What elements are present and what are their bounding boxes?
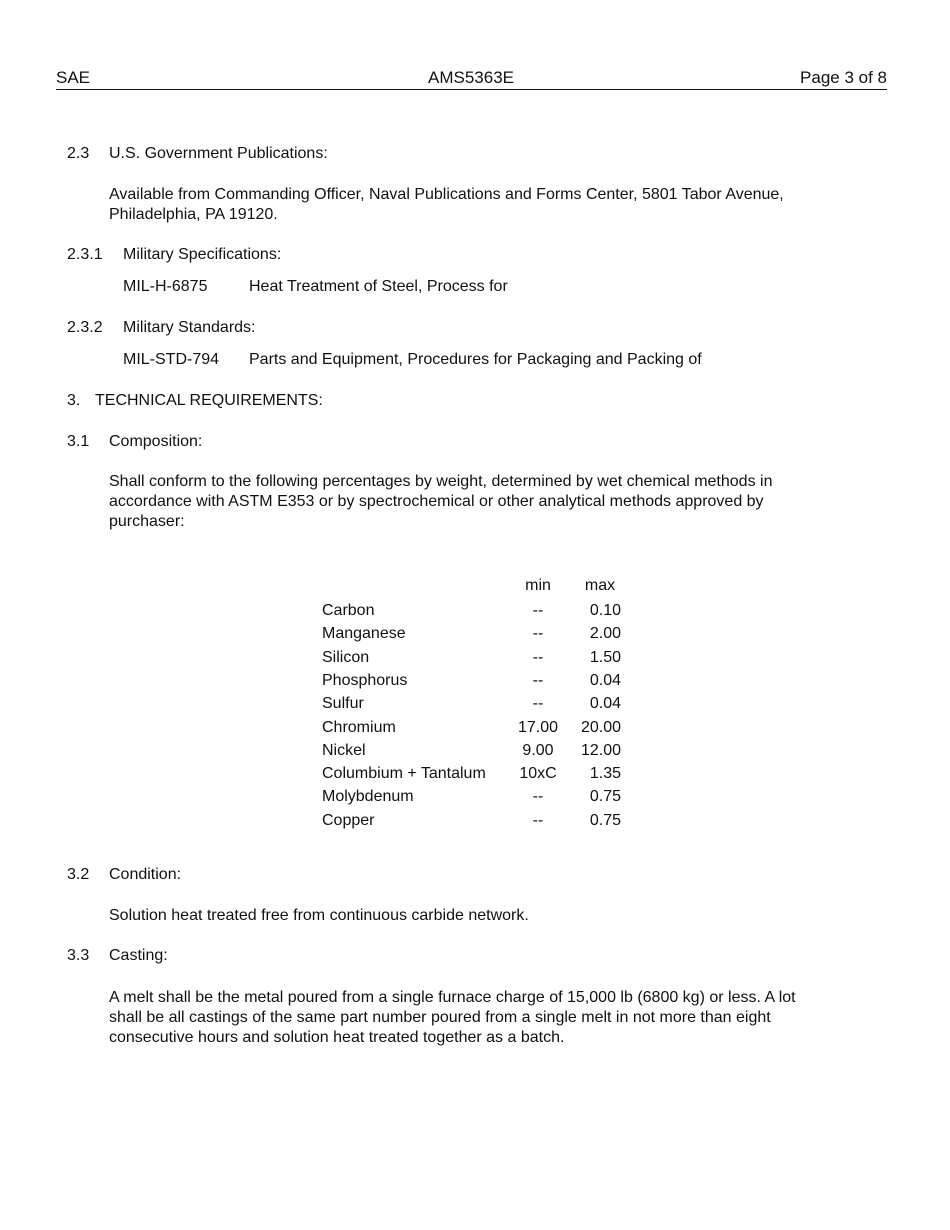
section-3-1-body-line: accordance with ASTM E353 or by spectrochemical or other analytical methods approved by — [109, 493, 764, 510]
section-3-2-body: Solution heat treated free from continuous carbide network. — [109, 907, 529, 924]
composition-element: Phosphorus — [322, 672, 408, 689]
composition-min: 17.00 — [517, 719, 559, 736]
composition-element: Manganese — [322, 625, 406, 642]
composition-element: Sulfur — [322, 695, 364, 712]
col-header-max: max — [584, 577, 616, 594]
composition-max: 12.00 — [580, 742, 621, 759]
composition-min: 10xC — [519, 765, 557, 782]
section-3-3-title: Casting: — [109, 947, 168, 964]
composition-max: 20.00 — [580, 719, 621, 736]
section-3-1-body-line: purchaser: — [109, 513, 185, 530]
standard-ref-code: MIL-STD-794 — [123, 351, 220, 368]
section-3-2-title: Condition: — [109, 866, 182, 883]
section-3-1-body — [109, 472, 772, 532]
composition-max: 0.04 — [589, 672, 621, 689]
page-header — [56, 68, 887, 90]
composition-element: Molybdenum — [322, 788, 414, 805]
section-3-2-number: 3.2 — [67, 866, 90, 883]
section-3-1-title: Composition: — [109, 433, 203, 450]
section-2-3-title: U.S. Government Publications: — [109, 145, 328, 162]
composition-min: 9.00 — [522, 742, 554, 759]
composition-min: -- — [532, 672, 544, 689]
composition-min: -- — [532, 649, 544, 666]
composition-min: -- — [532, 602, 544, 619]
header-org: SAE — [56, 68, 91, 87]
composition-min: -- — [532, 788, 544, 805]
composition-min: -- — [532, 812, 544, 829]
composition-max: 0.75 — [589, 812, 621, 829]
section-3-title: TECHNICAL REQUIREMENTS: — [95, 392, 323, 409]
composition-element: Nickel — [322, 742, 366, 759]
standard-ref-title: Parts and Equipment, Procedures for Packaging and Packing of — [249, 351, 702, 368]
section-3-3-number: 3.3 — [67, 947, 90, 964]
spec-ref-code: MIL-H-6875 — [123, 278, 208, 295]
composition-element: Copper — [322, 812, 375, 829]
section-3-3-body-line: consecutive hours and solution heat treated together as a batch. — [109, 1029, 565, 1046]
composition-element: Chromium — [322, 719, 396, 736]
col-header-min: min — [525, 577, 551, 594]
section-3-number: 3. — [67, 392, 81, 409]
section-2-3-2-number: 2.3.2 — [67, 319, 103, 336]
composition-element: Columbium + Tantalum — [322, 765, 486, 782]
spec-ref-title: Heat Treatment of Steel, Process for — [249, 278, 508, 295]
section-3-1-number: 3.1 — [67, 433, 90, 450]
section-2-3-1-title: Military Specifications: — [123, 246, 282, 263]
composition-min: -- — [532, 695, 544, 712]
section-2-3-body-line: Available from Commanding Officer, Naval Publications and Forms Center, 5801 Tabor Avenue, — [109, 186, 784, 203]
section-2-3-body — [109, 185, 784, 225]
section-2-3-number: 2.3 — [67, 145, 90, 162]
composition-min: -- — [532, 625, 544, 642]
composition-max: 2.00 — [589, 625, 621, 642]
composition-max: 1.35 — [589, 765, 621, 782]
composition-max: 0.04 — [589, 695, 621, 712]
header-page-number: Page 3 of 8 — [800, 68, 887, 87]
section-3-3-body — [109, 988, 796, 1048]
composition-max: 1.50 — [589, 649, 621, 666]
composition-element: Silicon — [322, 649, 370, 666]
section-3-3-body-line: shall be all castings of the same part number poured from a single melt in not more than eight — [109, 1009, 771, 1026]
header-doc-number: AMS5363E — [428, 68, 514, 87]
section-3-3-body-line: A melt shall be the metal poured from a single furnace charge of 15,000 lb (6800 kg) or less. A lot — [109, 989, 796, 1006]
section-3-1-body-line: Shall conform to the following percentages by weight, determined by wet chemical methods in — [109, 473, 773, 490]
composition-max: 0.10 — [589, 602, 621, 619]
section-2-3-body-line: Philadelphia, PA 19120. — [109, 206, 278, 223]
section-2-3-2-title: Military Standards: — [123, 319, 256, 336]
composition-max: 0.75 — [589, 788, 621, 805]
section-2-3-1-number: 2.3.1 — [67, 246, 103, 263]
composition-element: Carbon — [322, 602, 375, 619]
